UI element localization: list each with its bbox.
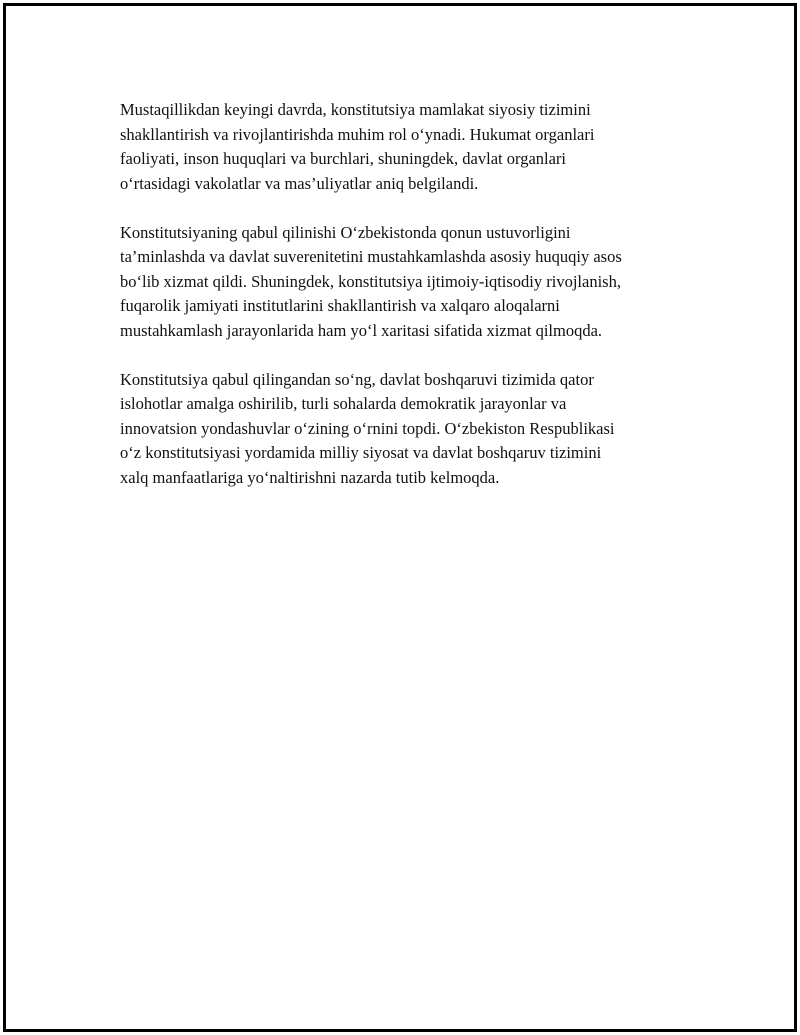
document-body [120, 98, 700, 515]
paragraph-1: Mustaqillikdan keyingi davrda, konstitutsiya mamlakat siyosiy tizimini shakllantirish va rivojlantirishda muhim rol o‘ynadi. Hukumat organlari faoliyati, inson huquqlari va burchlari, shuningdek, davlat organlari o‘rtasidagi vakolatlar va mas’uliyatlar aniq belgilandi. [120, 100, 595, 193]
page-frame [3, 3, 797, 1032]
paragraph-2: Konstitutsiyaning qabul qilinishi O‘zbekistonda qonun ustuvorligini ta’minlashda va davlat suverenitetini mustahkamlashda asosiy huquqiy asos bo‘lib xizmat qildi. Shuningdek, konstitutsiya ijtimoiy-iqtisodiy rivojlanish, fuqarolik jamiyati institutlarini shakllantirish va xalqaro aloqalarni mustahkamlash jarayonlarida ham yo‘l xaritasi sifatida xizmat qilmoqda. [120, 222, 622, 340]
paragraph-3: Konstitutsiya qabul qilingandan so‘ng, davlat boshqaruvi tizimida qator islohotlar amalga oshirilib, turli sohalarda demokratik jarayonlar va innovatsion yondashuvlar o‘zining o‘rnini topdi. O‘zbekiston Respublikasi o‘z konstitutsiyasi yordamida milliy siyosat va davlat boshqaruv tizimini xalq manfaatlariga yo‘naltirishni nazarda tutib kelmoqda. [120, 369, 615, 487]
